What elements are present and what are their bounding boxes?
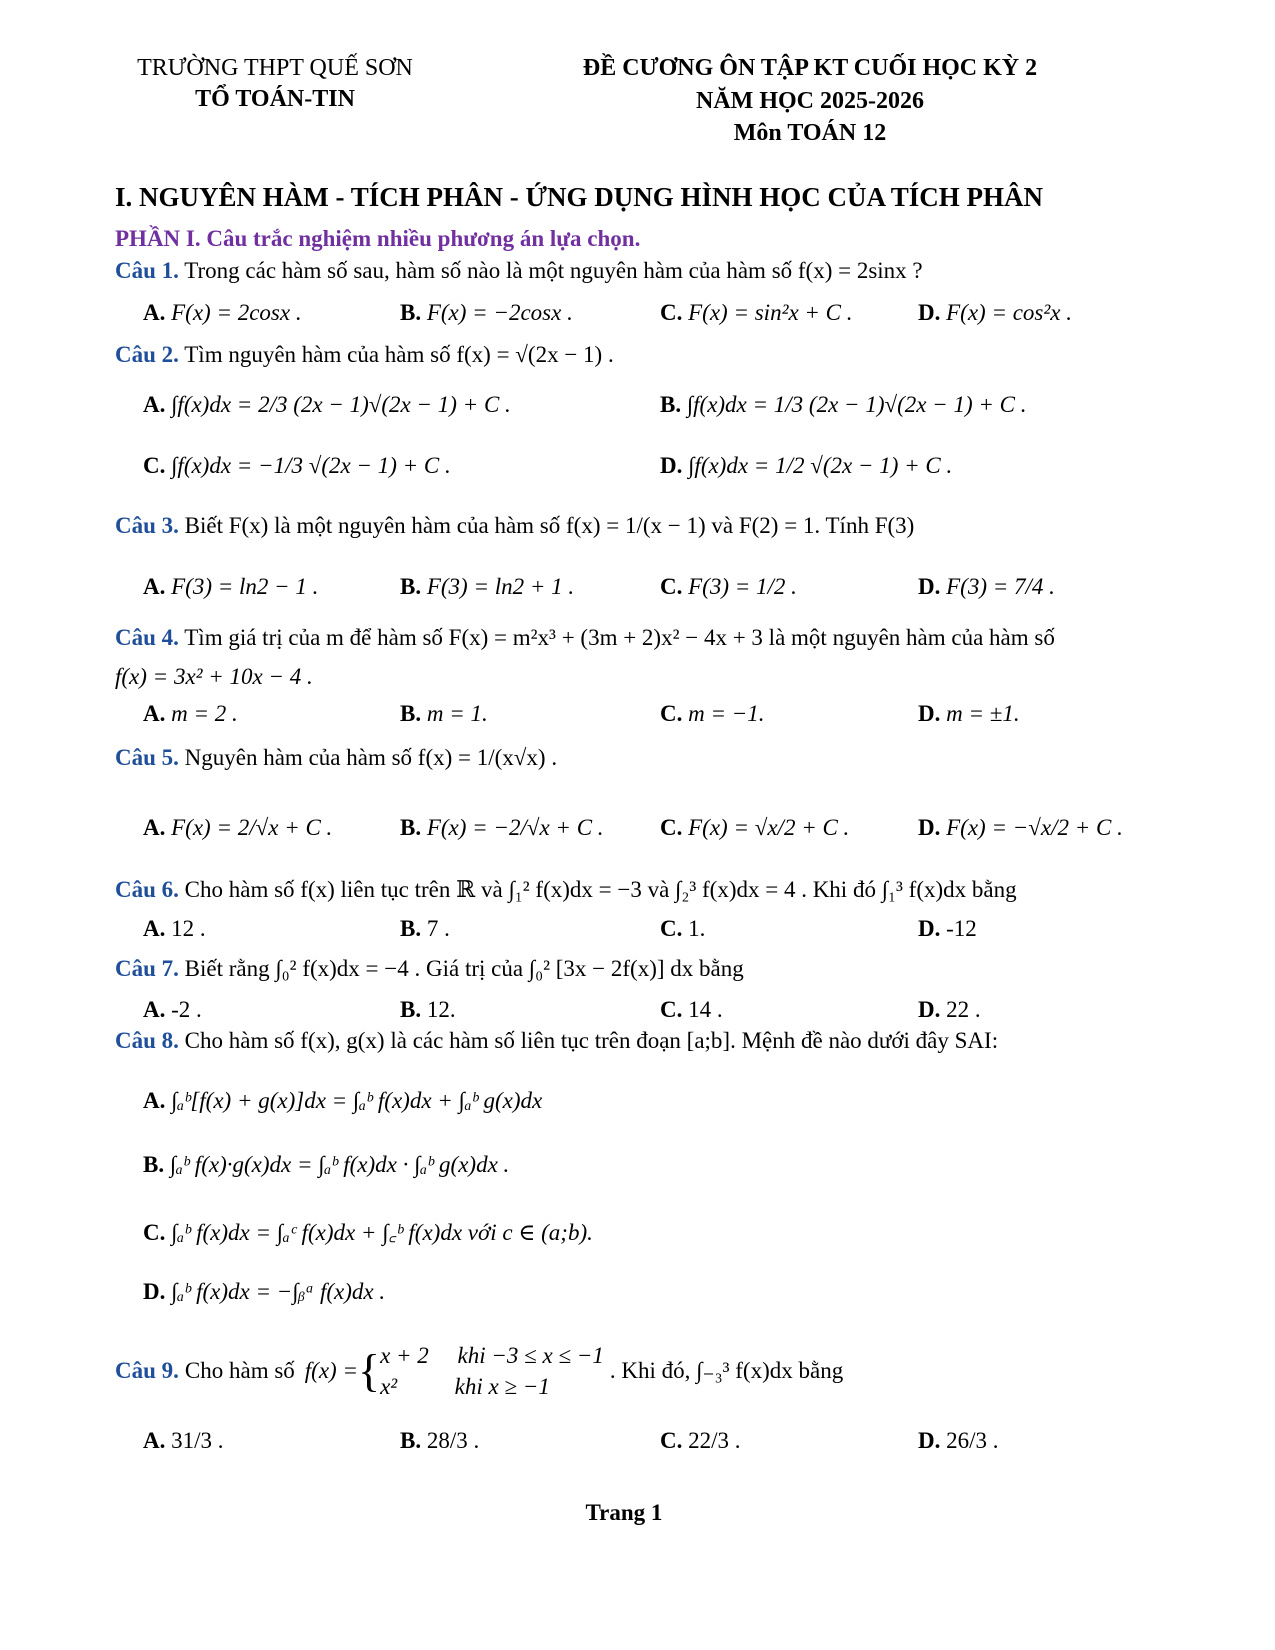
option-a: A. F(x) = 2cosx . [143, 300, 302, 325]
option-b: B. F(3) = ln2 + 1 . [400, 574, 575, 599]
question-label: Câu 6. [115, 877, 179, 902]
question-label: Câu 5. [115, 745, 179, 770]
option-b: B. 7 . [400, 916, 450, 941]
option-c: C. ∫f(x)dx = −1/3 √(2x − 1) + C . [143, 453, 451, 478]
option-d: D. 22 . [918, 997, 981, 1022]
group-name: TỔ TOÁN-TIN [195, 86, 355, 112]
option-a: A. ∫f(x)dx = 2/3 (2x − 1)√(2x − 1) + C . [143, 392, 511, 417]
question-label: Câu 8. [115, 1028, 179, 1053]
option-b: B. 28/3 . [400, 1428, 480, 1453]
option-c: C. m = −1. [660, 701, 765, 726]
option-b: B. ∫f(x)dx = 1/3 (2x − 1)√(2x − 1) + C . [660, 392, 1027, 417]
question-text: Cho hàm số f(x) liên tục trên ℝ và ∫₁² f(x)dx = −3 và ∫₂³ f(x)dx = 4 . Khi đó ∫₁³ f(x)dx bằng [184, 877, 1017, 902]
question-label: Câu 9. [115, 1358, 179, 1384]
question-label: Câu 7. [115, 956, 179, 981]
option-b: B. F(x) = −2/√x + C . [400, 815, 604, 840]
option-a: A. -2 . [143, 997, 202, 1022]
question-1 [115, 258, 923, 284]
option-a: A. 31/3 . [143, 1428, 224, 1453]
question-text-cont: f(x) = 3x² + 10x − 4 . [115, 664, 313, 689]
question-text-cont: . Khi đó, ∫₋₃³ f(x)dx bằng [609, 1358, 844, 1384]
option-d: D. -12 [918, 916, 977, 941]
option-c: C. F(3) = 1/2 . [660, 574, 797, 599]
school-year: NĂM HỌC 2025-2026 [696, 88, 924, 114]
option-c: C. ∫ₐᵇ f(x)dx = ∫ₐᶜ f(x)dx + ∫꜀ᵇ f(x)dx với c ∈ (a;b). [143, 1220, 593, 1245]
school-name: TRƯỜNG THPT QUẾ SƠN [137, 55, 413, 81]
question-9: Câu 9. Cho hàm số f(x) = { x + 2 khi −3 ≤ x ≤ −1 x² khi x ≥ −1 . Khi đó, ∫₋₃³ f(x)dx bằng [115, 1340, 843, 1402]
question-text: Cho hàm số f(x), g(x) là các hàm số liên tục trên đoạn [a;b]. Mệnh đề nào dưới đây SAI: [184, 1028, 999, 1053]
brace-icon: { [357, 1345, 381, 1397]
option-a: A. 12 . [143, 916, 206, 941]
question-label: Câu 2. [115, 342, 179, 367]
page-number: Trang 1 [585, 1500, 663, 1525]
option-a: A. F(3) = ln2 − 1 . [143, 574, 319, 599]
question-2 [115, 342, 614, 368]
option-c: C. 1. [660, 916, 706, 941]
option-d: D. F(3) = 7/4 . [918, 574, 1055, 599]
option-d: D. ∫f(x)dx = 1/2 √(2x − 1) + C . [660, 453, 953, 478]
question-label: Câu 3. [115, 513, 179, 538]
part-title: PHẦN I. Câu trắc nghiệm nhiều phương án lựa chọn. [115, 226, 641, 251]
option-d: D. ∫ₐᵇ f(x)dx = −∫ᵦᵃ f(x)dx . [143, 1279, 386, 1304]
option-c: C. 14 . [660, 997, 723, 1022]
option-b: B. m = 1. [400, 701, 488, 726]
option-a: A. m = 2 . [143, 701, 238, 726]
question-5 [115, 745, 557, 771]
option-a: A. ∫ₐᵇ[f(x) + g(x)]dx = ∫ₐᵇ f(x)dx + ∫ₐᵇ g(x)dx [143, 1088, 543, 1113]
option-a: A. F(x) = 2/√x + C . [143, 815, 333, 840]
question-7 [115, 956, 744, 982]
question-3 [115, 513, 914, 539]
subject: Môn TOÁN 12 [733, 120, 887, 146]
option-c: C. F(x) = √x/2 + C . [660, 815, 850, 840]
option-b: B. F(x) = −2cosx . [400, 300, 573, 325]
question-text: Tìm nguyên hàm của hàm số f(x) = √(2x − 1) . [184, 342, 614, 367]
question-8 [115, 1028, 998, 1054]
question-text: Trong các hàm số sau, hàm số nào là một nguyên hàm của hàm số f(x) = 2sinx ? [184, 258, 923, 283]
question-6 [115, 877, 1017, 903]
option-c: C. 22/3 . [660, 1428, 741, 1453]
question-label: Câu 4. [115, 625, 179, 650]
option-d: D. F(x) = cos²x . [918, 300, 1072, 325]
section-title: I. NGUYÊN HÀM - TÍCH PHÂN - ỨNG DỤNG HÌNH HỌC CỦA TÍCH PHÂN [115, 182, 1044, 212]
question-text: Tìm giá trị của m để hàm số F(x) = m²x³ + (3m + 2)x² − 4x + 3 là một nguyên hàm của hàm số [184, 625, 1055, 650]
option-b: B. ∫ₐᵇ f(x)·g(x)dx = ∫ₐᵇ f(x)dx · ∫ₐᵇ g(x)dx . [143, 1152, 510, 1177]
question-text: Nguyên hàm của hàm số f(x) = 1/(x√x) . [184, 745, 558, 770]
option-c: C. F(x) = sin²x + C . [660, 300, 853, 325]
option-b: B. 12. [400, 997, 456, 1022]
question-text: Cho hàm số [184, 1358, 295, 1384]
question-text: Biết F(x) là một nguyên hàm của hàm số f(x) = 1/(x − 1) và F(2) = 1. Tính F(3) [184, 513, 915, 538]
option-d: D. m = ±1. [918, 701, 1020, 726]
question-label: Câu 1. [115, 258, 179, 283]
option-d: D. 26/3 . [918, 1428, 999, 1453]
doc-title: ĐỀ CƯƠNG ÔN TẬP KT CUỐI HỌC KỲ 2 [582, 55, 1038, 81]
question-text: Biết rằng ∫₀² f(x)dx = −4 . Giá trị của ∫₀² [3x − 2f(x)] dx bằng [184, 956, 744, 981]
question-4 [115, 625, 1055, 651]
option-d: D. F(x) = −√x/2 + C . [918, 815, 1123, 840]
piecewise-definition: x + 2 khi −3 ≤ x ≤ −1 x² khi x ≥ −1 [380, 1343, 604, 1400]
